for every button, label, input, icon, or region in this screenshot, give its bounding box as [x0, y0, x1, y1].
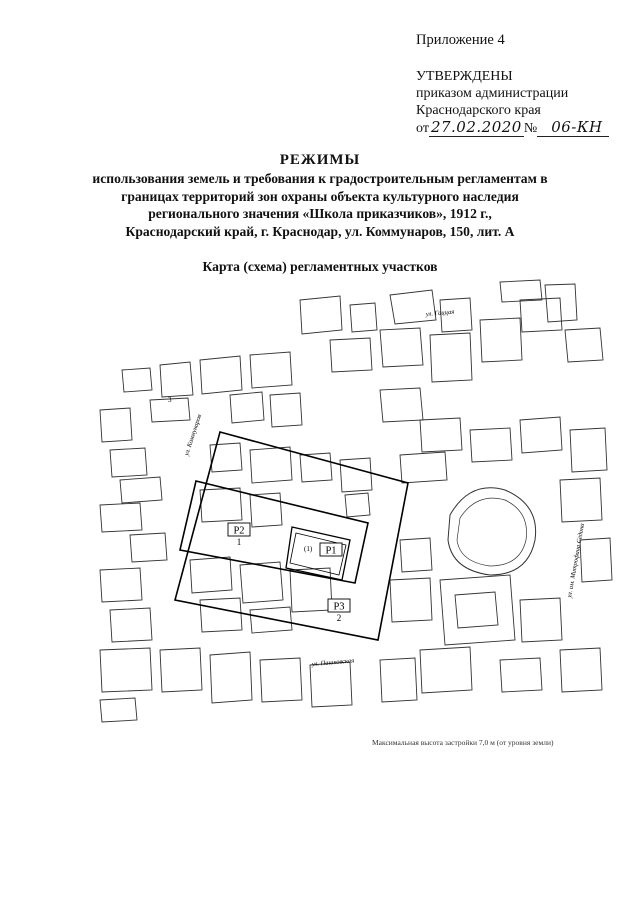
building-footprints [100, 280, 612, 722]
street-bottom-label: ул. Пашковская [311, 657, 355, 668]
zone-r2-number: 1 [236, 537, 242, 547]
approved-region: Краснодарского края [416, 103, 541, 118]
building-number-label: 3 [168, 396, 172, 404]
street-right-label: ул. им. Митрофана Седина [566, 522, 587, 599]
max-height-note: Максимальная высота застройки 7,0 м (от уровня земли) [372, 738, 554, 747]
round-building-outline [448, 488, 536, 575]
title-line-3: регионального значения «Школа приказчиков», 1912 г., [148, 206, 492, 221]
title-line-2: границах территорий зон охраны объекта культурного наследия [121, 188, 519, 204]
appendix-label: Приложение 4 [416, 32, 505, 48]
zone-r2-boundary [180, 481, 368, 583]
zone-r2-label: Р2 [233, 525, 245, 537]
approved-by-order: приказом администрации [416, 86, 569, 101]
title-heading: РЕЖИМЫ [279, 152, 361, 168]
title-line-4: Краснодарский край, г. Краснодар, ул. Коммунаров, 150, лит. А [125, 223, 515, 239]
handwritten-number: 06-КН [537, 118, 608, 137]
zone-r3-label: Р3 [333, 601, 345, 613]
map-caption: Карта (схема) регламентных участков [202, 259, 438, 274]
date-prefix: от [416, 121, 429, 136]
number-sign: № [523, 121, 538, 136]
approved-heading: УТВЕРЖДЕНЫ [416, 69, 513, 84]
zone-r3-number: 2 [336, 613, 342, 623]
round-building-inner [457, 498, 527, 566]
street-top-label: ул. Гаццая [425, 308, 455, 318]
zone-r1-label: Р1 [325, 545, 337, 557]
title-line-1: использования земель и требования к градостроительным регламентам в [92, 171, 548, 186]
building-marker: (1) [304, 545, 313, 553]
street-left-label: ул. Коммунаров [183, 413, 204, 457]
handwritten-date: 27.02.2020 [430, 118, 522, 136]
